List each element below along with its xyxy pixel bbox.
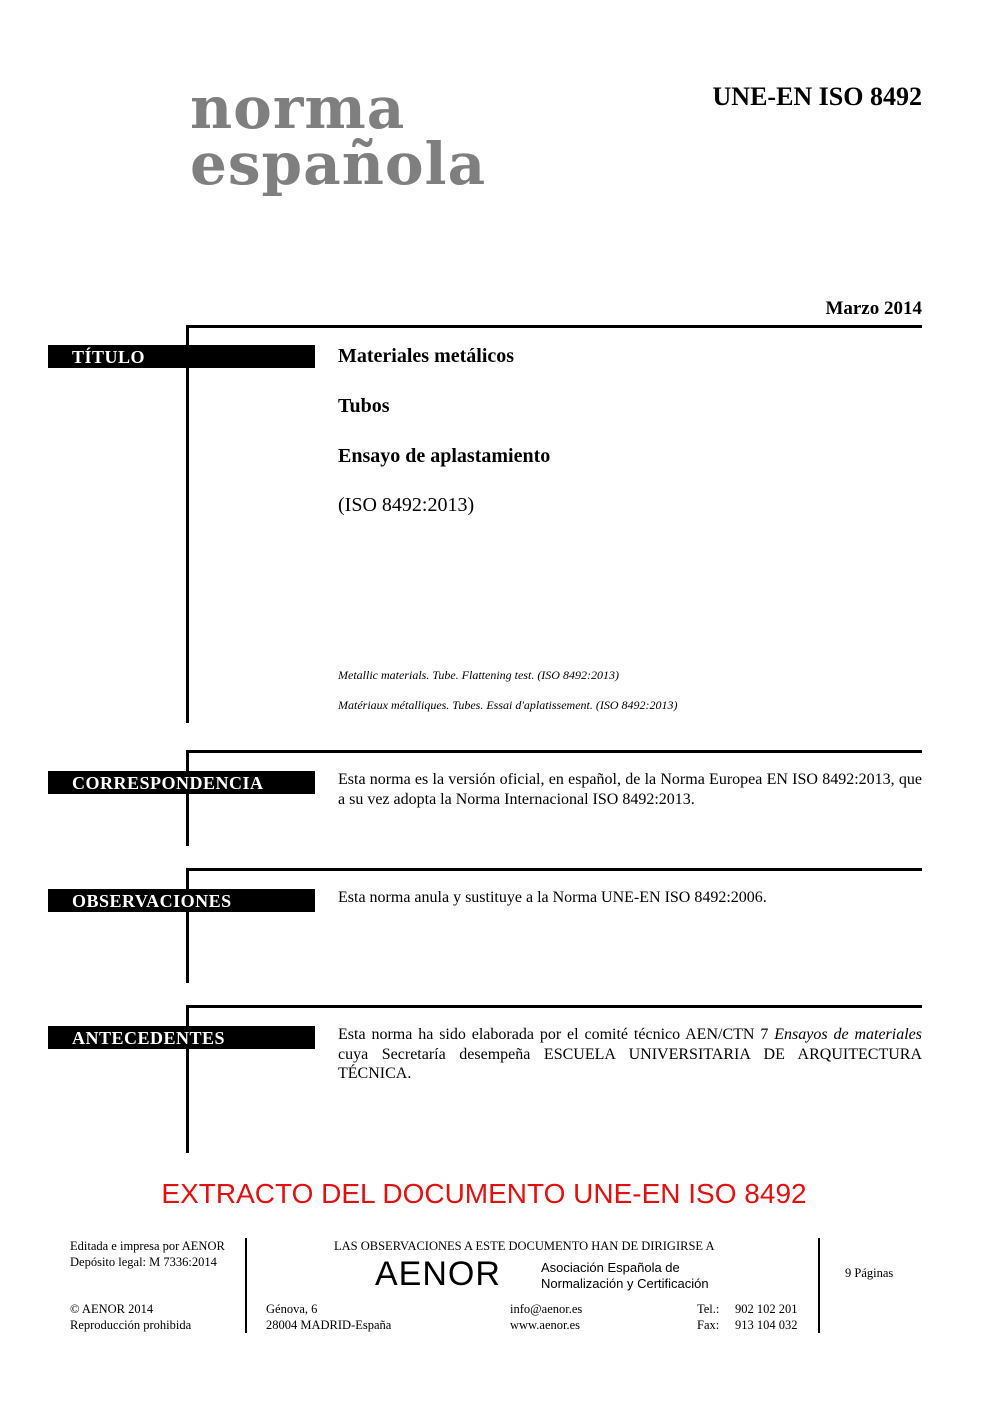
- org-name-line-2: Normalización y Certificación: [541, 1276, 709, 1291]
- aenor-logo: AENOR: [375, 1255, 501, 1293]
- extract-banner: EXTRACTO DEL DOCUMENTO UNE-EN ISO 8492: [161, 1178, 807, 1209]
- label-titulo: TÍTULO: [48, 345, 315, 368]
- section-divider: [188, 1005, 922, 1008]
- footer-copyright-block: [70, 1301, 191, 1333]
- section-divider: [188, 750, 922, 753]
- antecedentes-text-start: Esta norma ha sido elaborada por el comité técnico AEN/CTN 7: [338, 1026, 775, 1043]
- footer-copyright: © AENOR 2014: [70, 1302, 154, 1316]
- footer-observations-note: LAS OBSERVACIONES A ESTE DOCUMENTO HAN DE DIRIGIRSE A: [334, 1239, 715, 1253]
- section-vertical-rule: [186, 750, 189, 846]
- title-line-1: Materiales metálicos: [338, 345, 515, 367]
- footer-divider-right: [818, 1238, 820, 1333]
- correspondencia-text: Esta norma es la versión oficial, en español, de la Norma Europea EN ISO 8492:2013, que a su vez adopta la Norma Internacional ISO 8492:2013.: [338, 771, 922, 808]
- title-reference: (ISO 8492:2013): [338, 494, 475, 516]
- footer-website[interactable]: www.aenor.es: [510, 1318, 581, 1332]
- footer-address: [266, 1301, 391, 1333]
- section-vertical-rule: [186, 868, 189, 983]
- antecedentes-text-end: cuya Secretaría desempeña ESCUELA UNIVERSITARIA DE ARQUITECTURA TÉCNICA.: [338, 1045, 922, 1082]
- footer-edited: Editada e impresa por AENOR: [70, 1239, 225, 1253]
- fax-label: Fax:: [697, 1318, 720, 1332]
- footer-phone-numbers: [735, 1301, 798, 1333]
- org-name-line-1: Asociación Española de: [541, 1260, 680, 1275]
- footer-contact-web: [510, 1301, 582, 1333]
- footer-edition: [70, 1238, 225, 1270]
- label-antecedentes: ANTECEDENTES: [48, 1026, 315, 1049]
- brand-line-2: española: [190, 130, 487, 198]
- footer-phone-labels: [697, 1301, 719, 1333]
- label-observaciones: OBSERVACIONES: [48, 889, 315, 912]
- label-correspondencia: CORRESPONDENCIA: [48, 771, 315, 794]
- footer-legal-deposit: Depósito legal: M 7336:2014: [70, 1255, 217, 1269]
- footer-reproduction: Reproducción prohibida: [70, 1318, 192, 1332]
- section-divider: [188, 325, 922, 328]
- fax-number: 913 104 032: [735, 1318, 798, 1332]
- tel-number: 902 102 201: [735, 1302, 798, 1316]
- section-vertical-rule: [186, 325, 189, 723]
- brand-line-1: norma: [190, 74, 406, 142]
- brand-wordmark: [190, 74, 487, 198]
- english-title: Metallic materials. Tube. Flattening test. (ISO 8492:2013): [338, 668, 619, 682]
- title-line-3: Ensayo de aplastamiento: [338, 445, 551, 467]
- footer-divider-left: [245, 1238, 247, 1333]
- aenor-org-name: [541, 1260, 709, 1292]
- observaciones-text: Esta norma anula y sustituye a la Norma UNE-EN ISO 8492:2006.: [338, 889, 767, 906]
- committee-name: Ensayos de materiales: [774, 1026, 922, 1043]
- page-count: 9 Páginas: [845, 1266, 894, 1280]
- publication-date: Marzo 2014: [825, 298, 922, 319]
- address-line-2: 28004 MADRID-España: [266, 1318, 392, 1332]
- antecedentes-text: [338, 1025, 922, 1084]
- title-line-2: Tubos: [338, 395, 390, 417]
- footer-email[interactable]: info@aenor.es: [510, 1302, 583, 1316]
- section-divider: [188, 868, 922, 871]
- tel-label: Tel.:: [697, 1302, 720, 1316]
- french-title: Matériaux métalliques. Tubes. Essai d'aplatissement. (ISO 8492:2013): [338, 698, 678, 712]
- address-line-1: Génova, 6: [266, 1302, 318, 1316]
- standard-code: UNE-EN ISO 8492: [712, 82, 922, 111]
